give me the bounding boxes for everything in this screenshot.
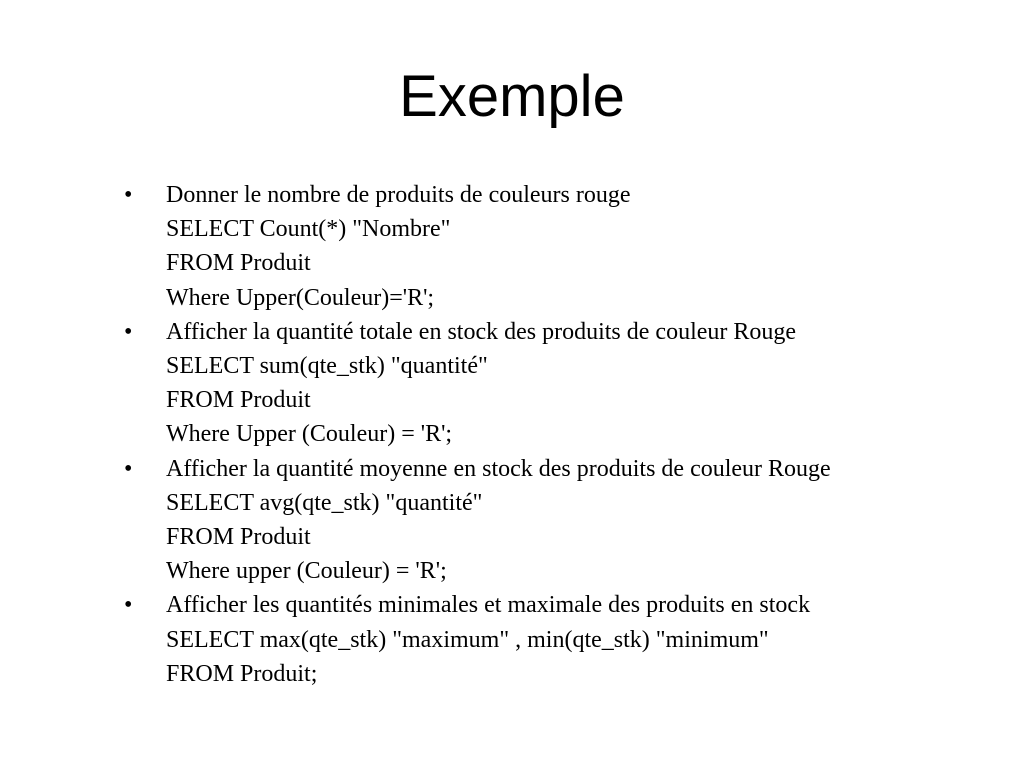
sql-line: FROM Produit [166,387,311,414]
sql-line: SELECT avg(qte_stk) "quantité" [166,489,483,516]
bullet-icon: • [124,182,133,208]
sql-line: Where Upper (Couleur) = 'R'; [166,421,453,448]
bullet-heading: Afficher la quantité totale en stock des produits de couleur Rouge [166,318,797,345]
bullet-icon: • [124,592,133,619]
bullet-item [124,452,1004,589]
sql-line: SELECT Count(*) "Nombre" [166,216,451,243]
sql-line: FROM Produit [166,250,311,277]
sql-line: FROM Produit [166,524,311,551]
sql-line: SELECT max(qte_stk) "maximum" , min(qte_stk) "minimum" [166,626,769,653]
sql-line: FROM Produit; [166,660,318,687]
sql-line: Where Upper(Couleur)='R'; [166,284,435,311]
bullet-item [124,588,1004,691]
bullet-heading: Afficher les quantités minimales et maximale des produits en stock [166,592,811,619]
bullet-heading: Afficher la quantité moyenne en stock des produits de couleur Rouge [166,455,831,482]
bullet-icon: • [124,455,133,482]
bullet-list [124,178,1004,691]
bullet-item [124,315,1004,452]
bullet-icon: • [124,318,133,345]
sql-line: Where upper (Couleur) = 'R'; [166,558,447,585]
sql-line: SELECT sum(qte_stk) "quantité" [166,353,488,380]
bullet-heading: Donner le nombre de produits de couleurs rouge [166,182,631,208]
bullet-item [124,178,1004,315]
slide-title: Exemple [399,64,625,129]
